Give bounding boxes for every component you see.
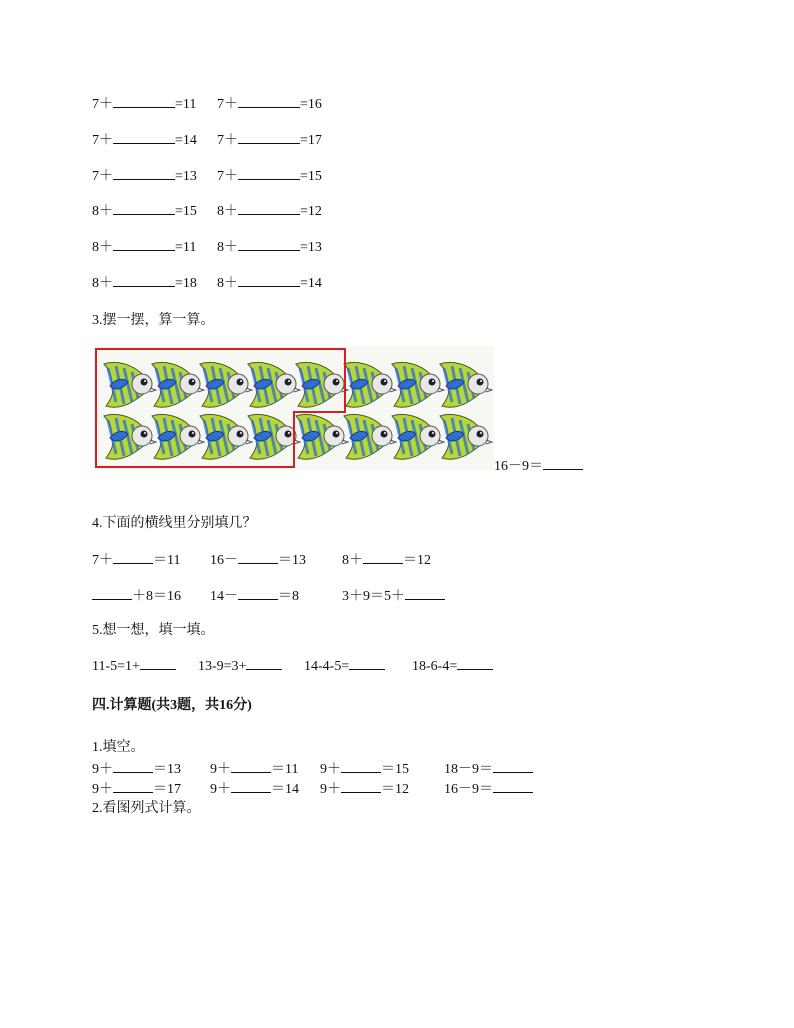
q3-title: 3.摆一摆，算一算。 bbox=[92, 313, 215, 328]
q5-item-text: 13-9=3+ bbox=[198, 659, 247, 674]
eq-prefix: 9＋ bbox=[320, 762, 341, 777]
answer-blank[interactable] bbox=[493, 760, 533, 773]
answer-blank[interactable] bbox=[113, 551, 153, 564]
q4-title: 4.下面的横线里分别填几？ bbox=[92, 516, 257, 531]
answer-blank[interactable] bbox=[113, 95, 175, 108]
answer-blank[interactable] bbox=[113, 238, 175, 251]
s4-q2-title: 2.看图列式计算。 bbox=[92, 801, 201, 816]
q4-row-2 bbox=[92, 587, 445, 606]
eq-prefix: 9＋ bbox=[320, 782, 341, 797]
eq-prefix: 7＋ bbox=[92, 133, 113, 148]
answer-blank[interactable] bbox=[113, 167, 175, 180]
s4-q1-title: 1.填空。 bbox=[92, 740, 145, 755]
answer-blank[interactable] bbox=[349, 657, 385, 670]
answer-blank[interactable] bbox=[238, 95, 300, 108]
fish-figure bbox=[94, 346, 494, 470]
answer-blank[interactable] bbox=[457, 657, 493, 670]
eq-prefix: 7＋ bbox=[217, 133, 238, 148]
answer-blank[interactable] bbox=[140, 657, 176, 670]
eq-suffix: =17 bbox=[300, 133, 322, 148]
eq-suffix: ＝8 bbox=[278, 589, 299, 604]
section-heading: 四.计算题(共3题，共16分) bbox=[92, 698, 252, 713]
eq-prefix: 18－9＝ bbox=[444, 762, 493, 777]
eq-prefix: 8＋ bbox=[342, 553, 363, 568]
eq-prefix: 7＋ bbox=[217, 97, 238, 112]
answer-blank[interactable] bbox=[238, 238, 300, 251]
eq-prefix: 8＋ bbox=[92, 276, 113, 291]
answer-blank[interactable] bbox=[238, 202, 300, 215]
eq-prefix: 7＋ bbox=[217, 169, 238, 184]
answer-blank[interactable] bbox=[238, 587, 278, 600]
answer-blank[interactable] bbox=[238, 131, 300, 144]
eq-suffix: =14 bbox=[175, 133, 197, 148]
eq-suffix: ＝13 bbox=[278, 553, 306, 568]
eq-suffix: =15 bbox=[175, 204, 197, 219]
eq-suffix: ＝12 bbox=[403, 553, 431, 568]
answer-blank[interactable] bbox=[113, 202, 175, 215]
eq-suffix: =15 bbox=[300, 169, 322, 184]
eq-suffix: ＋8＝16 bbox=[132, 589, 181, 604]
eq-suffix: =11 bbox=[175, 97, 197, 112]
equation-row bbox=[92, 167, 322, 186]
answer-blank[interactable] bbox=[246, 657, 282, 670]
eq-prefix: 16－9＝ bbox=[444, 782, 493, 797]
q5-item-text: 14-4-5= bbox=[304, 659, 350, 674]
eq-prefix: 9＋ bbox=[210, 762, 231, 777]
eq-prefix: 7＋ bbox=[92, 553, 113, 568]
q5-row bbox=[92, 657, 493, 676]
eq-prefix: 9＋ bbox=[92, 782, 113, 797]
eq-prefix: 8＋ bbox=[217, 276, 238, 291]
eq-prefix: 8＋ bbox=[217, 240, 238, 255]
q3-equation bbox=[494, 457, 583, 476]
answer-blank[interactable] bbox=[113, 274, 175, 287]
answer-blank[interactable] bbox=[92, 587, 132, 600]
answer-blank[interactable] bbox=[113, 780, 153, 793]
q5-item-text: 18-6-4= bbox=[412, 659, 458, 674]
eq-prefix: 8＋ bbox=[217, 204, 238, 219]
equation-row bbox=[92, 95, 322, 114]
equation-row bbox=[92, 238, 322, 257]
eq-suffix: ＝11 bbox=[153, 553, 181, 568]
equation-row bbox=[92, 202, 322, 221]
eq-suffix: ＝15 bbox=[381, 762, 409, 777]
s4-row-2 bbox=[92, 780, 533, 799]
answer-blank[interactable] bbox=[341, 780, 381, 793]
q5-title: 5.想一想，填一填。 bbox=[92, 623, 215, 638]
eq-suffix: =13 bbox=[175, 169, 197, 184]
q3-equation-text: 16－9＝ bbox=[494, 459, 543, 474]
eq-prefix: 16－ bbox=[210, 553, 238, 568]
eq-prefix: 9＋ bbox=[210, 782, 231, 797]
eq-prefix: 7＋ bbox=[92, 169, 113, 184]
eq-prefix: 7＋ bbox=[92, 97, 113, 112]
answer-blank[interactable] bbox=[113, 131, 175, 144]
q5-item-text: 11-5=1+ bbox=[92, 659, 140, 674]
answer-blank[interactable] bbox=[493, 780, 533, 793]
answer-blank[interactable] bbox=[231, 780, 271, 793]
eq-prefix: 14－ bbox=[210, 589, 238, 604]
eq-suffix: =18 bbox=[175, 276, 197, 291]
eq-prefix: 8＋ bbox=[92, 204, 113, 219]
eq-suffix: ＝14 bbox=[271, 782, 299, 797]
answer-blank[interactable] bbox=[543, 457, 583, 470]
eq-suffix: =16 bbox=[300, 97, 322, 112]
eq-suffix: ＝12 bbox=[381, 782, 409, 797]
equation-row bbox=[92, 274, 322, 293]
eq-prefix: 9＋ bbox=[92, 762, 113, 777]
answer-blank[interactable] bbox=[238, 274, 300, 287]
eq-suffix: =13 bbox=[300, 240, 322, 255]
answer-blank[interactable] bbox=[363, 551, 403, 564]
answer-blank[interactable] bbox=[231, 760, 271, 773]
answer-blank[interactable] bbox=[113, 760, 153, 773]
eq-prefix: 8＋ bbox=[92, 240, 113, 255]
answer-blank[interactable] bbox=[405, 587, 445, 600]
eq-suffix: ＝11 bbox=[271, 762, 299, 777]
eq-suffix: =14 bbox=[300, 276, 322, 291]
q4-row-1 bbox=[92, 551, 431, 570]
s4-row-1 bbox=[92, 760, 533, 779]
eq-prefix: 3＋9＝5＋ bbox=[342, 589, 405, 604]
answer-blank[interactable] bbox=[238, 551, 278, 564]
equation-row bbox=[92, 131, 322, 150]
answer-blank[interactable] bbox=[238, 167, 300, 180]
eq-suffix: ＝17 bbox=[153, 782, 181, 797]
eq-suffix: =12 bbox=[300, 204, 322, 219]
eq-suffix: =11 bbox=[175, 240, 197, 255]
eq-suffix: ＝13 bbox=[153, 762, 181, 777]
answer-blank[interactable] bbox=[341, 760, 381, 773]
